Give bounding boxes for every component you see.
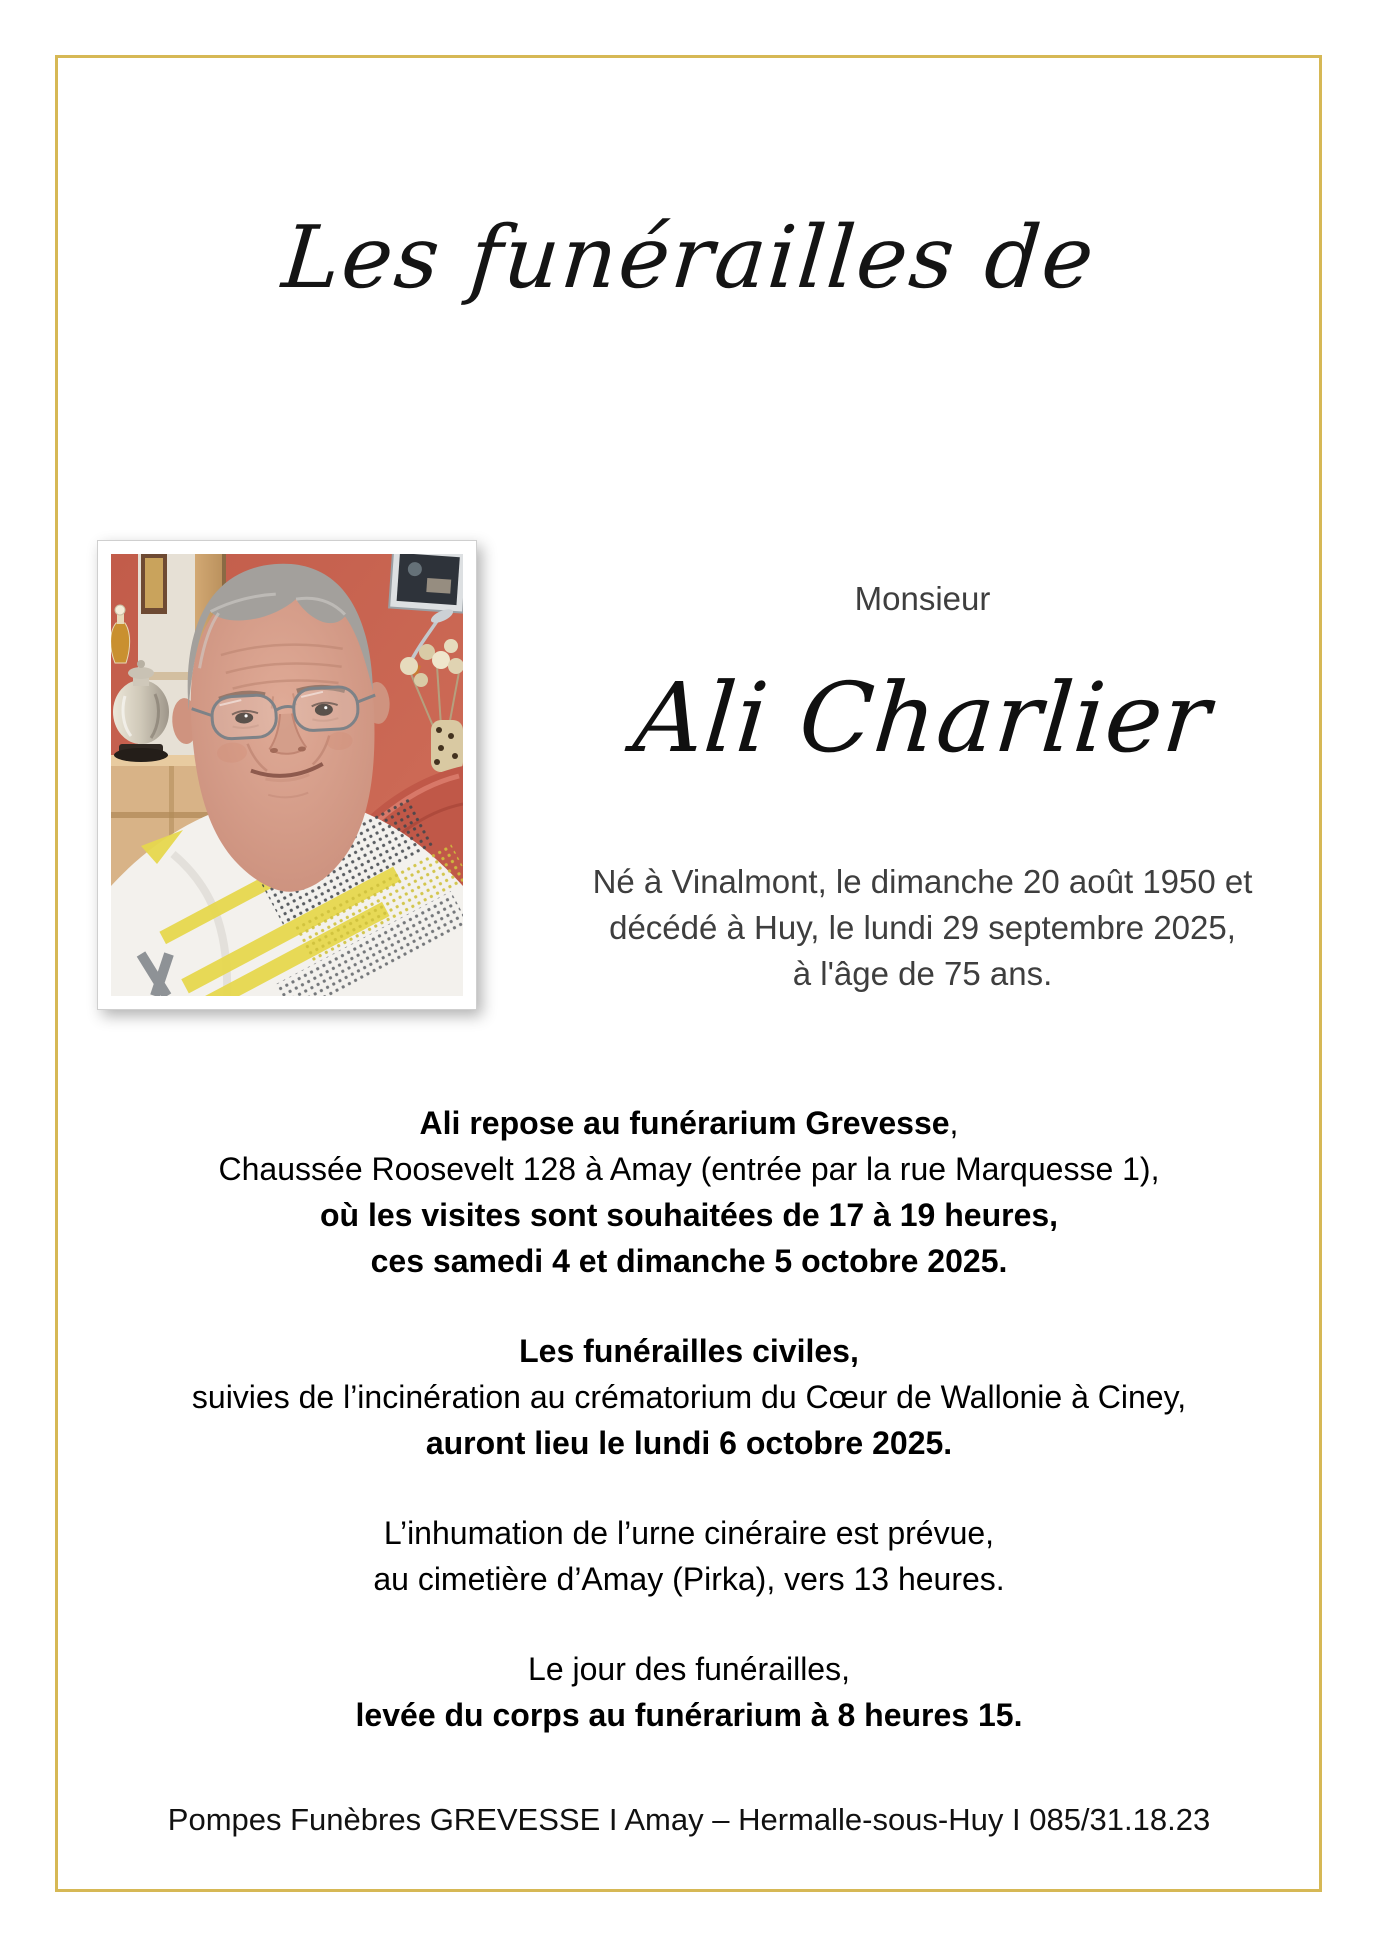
cremation-line: suivies de l’incinération au crématorium du Cœur de Wallonie à Ciney,	[191, 1379, 1187, 1415]
civil-funeral-line: Les funérailles civiles,	[519, 1333, 859, 1369]
levee-line: levée du corps au funérarium à 8 heures 15.	[355, 1697, 1023, 1733]
footer-funeral-home: Pompes Funèbres GREVESSE I Amay – Hermalle-sous-Huy I 085/31.18.23	[167, 1802, 1211, 1837]
deceased-info-column	[500, 540, 1345, 997]
urn-line: L’inhumation de l’urne cinéraire est prévue,	[383, 1515, 995, 1551]
death-line: décédé à Huy, le lundi 29 septembre 2025,	[609, 909, 1236, 946]
repose-line-bold: Ali repose au funérarium Grevesse	[419, 1105, 950, 1141]
portrait-photo	[111, 554, 463, 996]
birth-line: Né à Vinalmont, le dimanche 20 août 1950 et	[592, 863, 1253, 900]
cemetery-line: au cimetière d’Amay (Pirka), vers 13 heures.	[373, 1561, 1005, 1597]
life-dates	[500, 859, 1345, 997]
announcement-section	[60, 1100, 1318, 1782]
deceased-name: Ali Charlier	[629, 662, 1216, 774]
paragraph-funerailles	[60, 1328, 1318, 1466]
visit-dates-line: ces samedi 4 et dimanche 5 octobre 2025.	[370, 1243, 1008, 1279]
age-line: à l'âge de 75 ans.	[792, 955, 1053, 992]
portrait-photo-frame	[97, 540, 477, 1010]
paragraph-jour	[60, 1646, 1318, 1738]
address-line: Chaussée Roosevelt 128 à Amay (entrée par la rue Marquesse 1),	[218, 1151, 1160, 1187]
repose-line-rest: ,	[949, 1105, 959, 1141]
funeral-date-line: auront lieu le lundi 6 octobre 2025.	[425, 1425, 953, 1461]
funeral-script-title: Les funérailles de	[278, 208, 1100, 308]
paragraph-inhumation	[60, 1510, 1318, 1602]
funeral-day-line: Le jour des funérailles,	[528, 1651, 850, 1687]
salutation: Monsieur	[854, 580, 991, 617]
paragraph-repose	[60, 1100, 1318, 1284]
visits-line: où les visites sont souhaitées de 17 à 19 heures,	[319, 1197, 1059, 1233]
